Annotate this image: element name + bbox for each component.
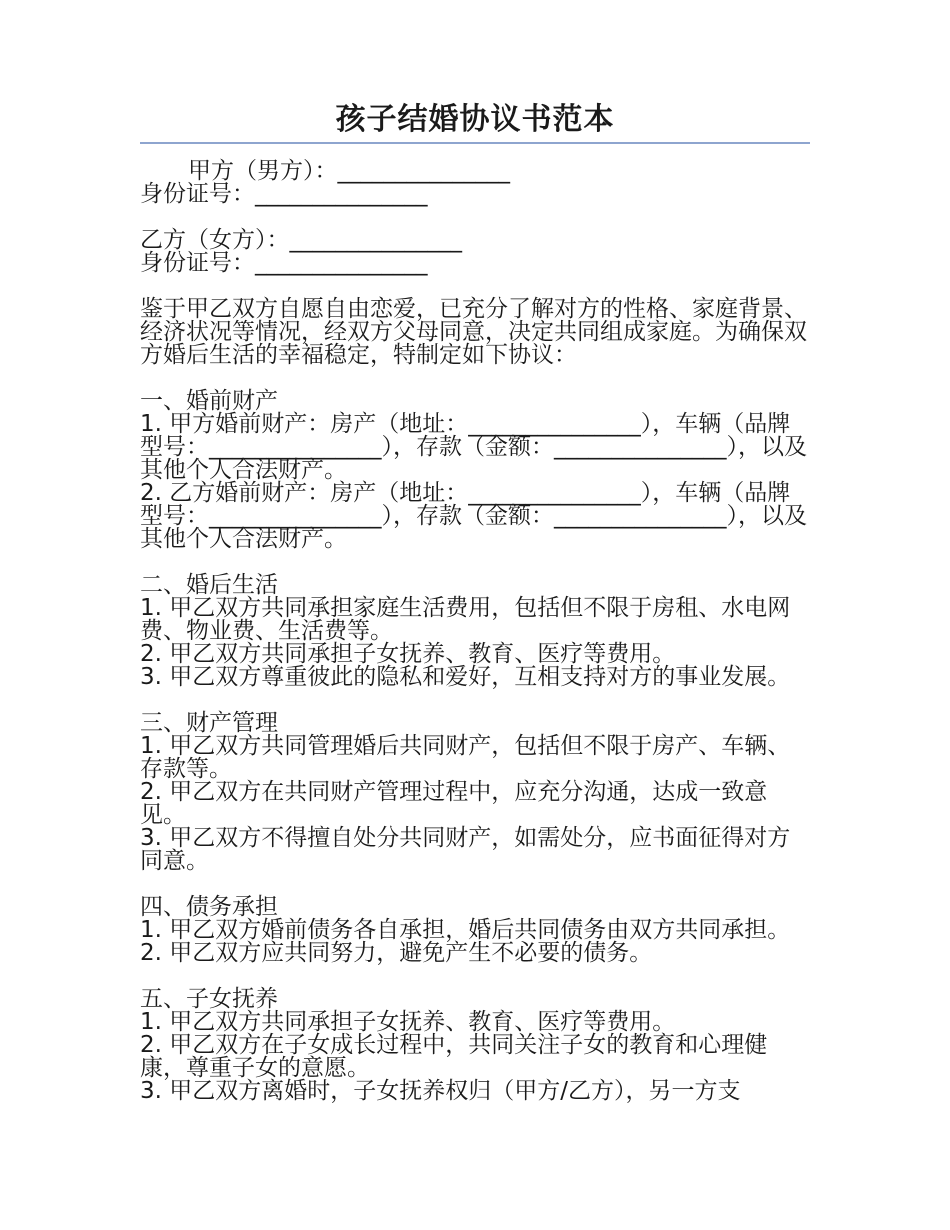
clause-item: 1. 甲方婚前财产：房产（地址：_______________），车辆（品牌型号：_______________），存款（金额：_______________），以及其他个人合法财产。	[140, 411, 807, 483]
clause-item: 2. 甲乙双方应共同努力，避免产生不必要的债务。	[140, 940, 653, 966]
preamble-paragraph: 鉴于甲乙双方自愿自由恋爱，已充分了解对方的性格、家庭背景、经济状况等情况，经双方父母同意，决定共同组成家庭。为确保双方婚后生活的幸福稳定，特制定如下协议：	[140, 296, 807, 368]
party-b-line: 乙方（女方）：_______________	[140, 227, 462, 253]
clause-item: 1. 甲乙双方共同管理婚后共同财产，包括但不限于房产、车辆、存款等。	[140, 733, 791, 782]
clause-item: 1. 甲乙双方共同承担子女抚养、教育、医疗等费用。	[140, 1009, 676, 1035]
clause-item: 1. 甲乙双方共同承担家庭生活费用，包括但不限于房租、水电网费、物业费、生活费等。	[140, 595, 791, 644]
section-heading: 一、婚前财产	[140, 388, 278, 414]
spacer	[140, 551, 810, 574]
document-page	[140, 100, 810, 1103]
spacer	[140, 965, 810, 988]
party-a-id-line: 身份证号：_______________	[140, 181, 428, 207]
clause-item: 2. 甲乙双方在共同财产管理过程中，应充分沟通，达成一致意见。	[140, 779, 768, 828]
section-heading: 二、婚后生活	[140, 572, 278, 598]
clause-item: 1. 甲乙双方婚前债务各自承担，婚后共同债务由双方共同承担。	[140, 917, 791, 943]
section-heading: 五、子女抚养	[140, 986, 278, 1012]
spacer	[140, 206, 810, 229]
document-title: 孩子结婚协议书范本	[140, 100, 810, 144]
spacer	[140, 689, 810, 712]
party-b-id-line: 身份证号：_______________	[140, 250, 428, 276]
clause-item: 2. 乙方婚前财产：房产（地址：_______________），车辆（品牌型号：_______________），存款（金额：_______________），以及其他个人合法财产。	[140, 480, 807, 552]
clause-item: 3. 甲乙双方尊重彼此的隐私和爱好，互相支持对方的事业发展。	[140, 664, 791, 690]
clause-item: 3. 甲乙双方不得擅自处分共同财产，如需处分，应书面征得对方同意。	[140, 825, 791, 874]
section-heading: 四、债务承担	[140, 894, 278, 920]
party-a-line: 甲方（男方）：_______________	[188, 158, 510, 184]
clause-item: 2. 甲乙双方在子女成长过程中，共同关注子女的教育和心理健康，尊重子女的意愿。	[140, 1032, 768, 1081]
section-heading: 三、财产管理	[140, 710, 278, 736]
clause-item: 3. 甲乙双方离婚时，子女抚养权归（甲方/乙方），另一方支	[140, 1078, 741, 1104]
spacer	[140, 275, 810, 298]
document-body	[140, 160, 810, 1103]
spacer	[140, 367, 810, 390]
spacer	[140, 873, 810, 896]
clause-item: 2. 甲乙双方共同承担子女抚养、教育、医疗等费用。	[140, 641, 676, 667]
